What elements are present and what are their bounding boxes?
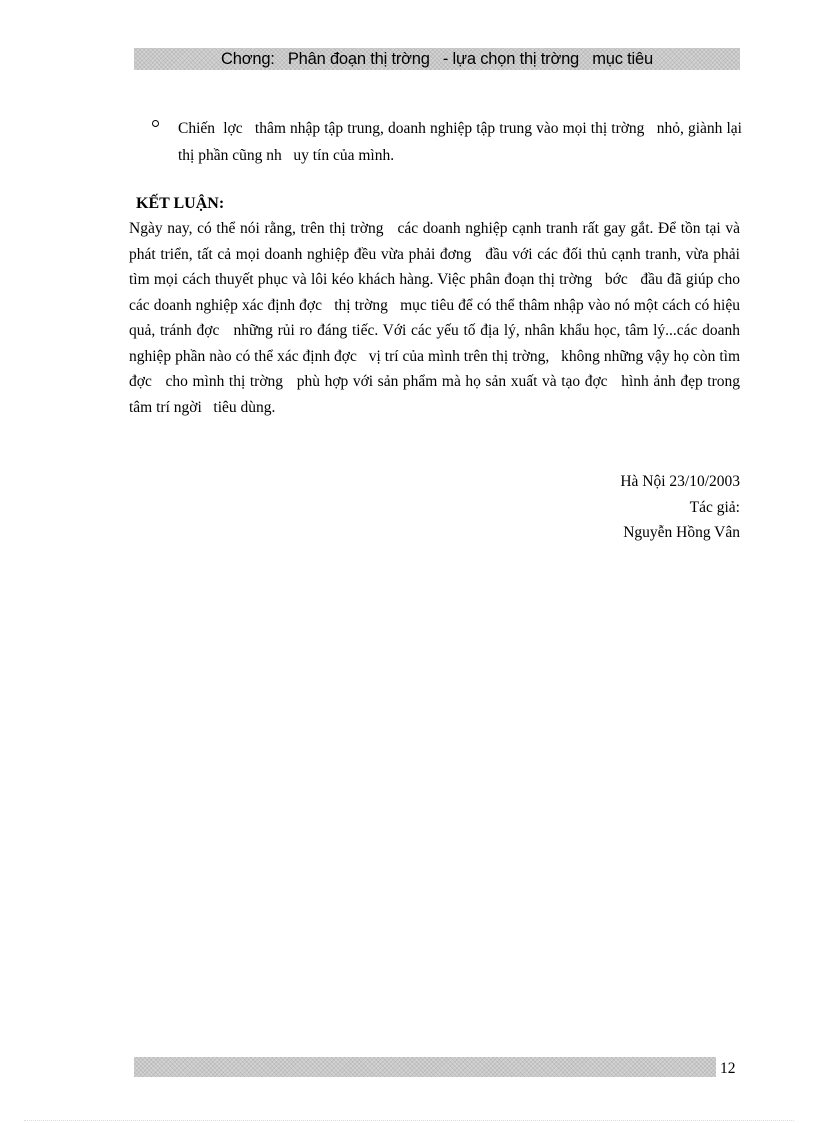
footer-band bbox=[134, 1057, 716, 1077]
signature-block bbox=[620, 469, 740, 546]
chapter-header-band bbox=[134, 48, 740, 70]
page-number: 12 bbox=[720, 1060, 736, 1077]
author-label: Tác giả: bbox=[689, 498, 740, 516]
page-bottom-dotted-rule bbox=[24, 1120, 794, 1121]
hollow-circle-bullet-icon bbox=[152, 120, 159, 127]
conclusion-paragraph: Ngày nay, có thể nói rằng, trên thị trờng các doanh nghiệp cạnh tranh rất gay gắt. Để tồn tại và phát triển, tất cả mọi doanh nghiệp đều vừa phải đơng đầu với các đối thủ cạnh tranh, vừa phải tìm mọi cách thuyết phục và lôi kéo khách hàng. Việc phân đoạn thị trờng bớc đầu đã giúp cho các doanh nghiệp xác định đợc thị trờng mục tiêu để có thể thâm nhập vào nó một cách có hiệu quả, tránh đợc những rủi ro đáng tiếc. Với các yếu tố địa lý, nhân khẩu học, tâm lý...các doanh nghiệp phần nào có thể xác định đợc vị trí của mình trên thị trờng, không những vậy họ còn tìm đợc cho mình thị trờng phù hợp với sản phẩm mà họ sản xuất và tạo đợc hình ảnh đẹp trong tâm trí ngời tiêu dùng. bbox=[129, 220, 744, 416]
strategy-bullet-item bbox=[152, 115, 746, 169]
strategy-bullet-text: Chiến lợc thâm nhập tập trung, doanh nghiệp tập trung vào mọi thị trờng nhỏ, giành lại thị phần cũng nh uy tín của mình. bbox=[178, 120, 746, 164]
conclusion-heading: KẾT LUẬN: bbox=[136, 195, 225, 212]
place-date: Hà Nội 23/10/2003 bbox=[620, 473, 740, 490]
chapter-title: Chơng: Phân đoạn thị trờng - lựa chọn thị trờng mục tiêu bbox=[221, 49, 653, 68]
author-name: Nguyễn Hồng Vân bbox=[623, 524, 740, 541]
